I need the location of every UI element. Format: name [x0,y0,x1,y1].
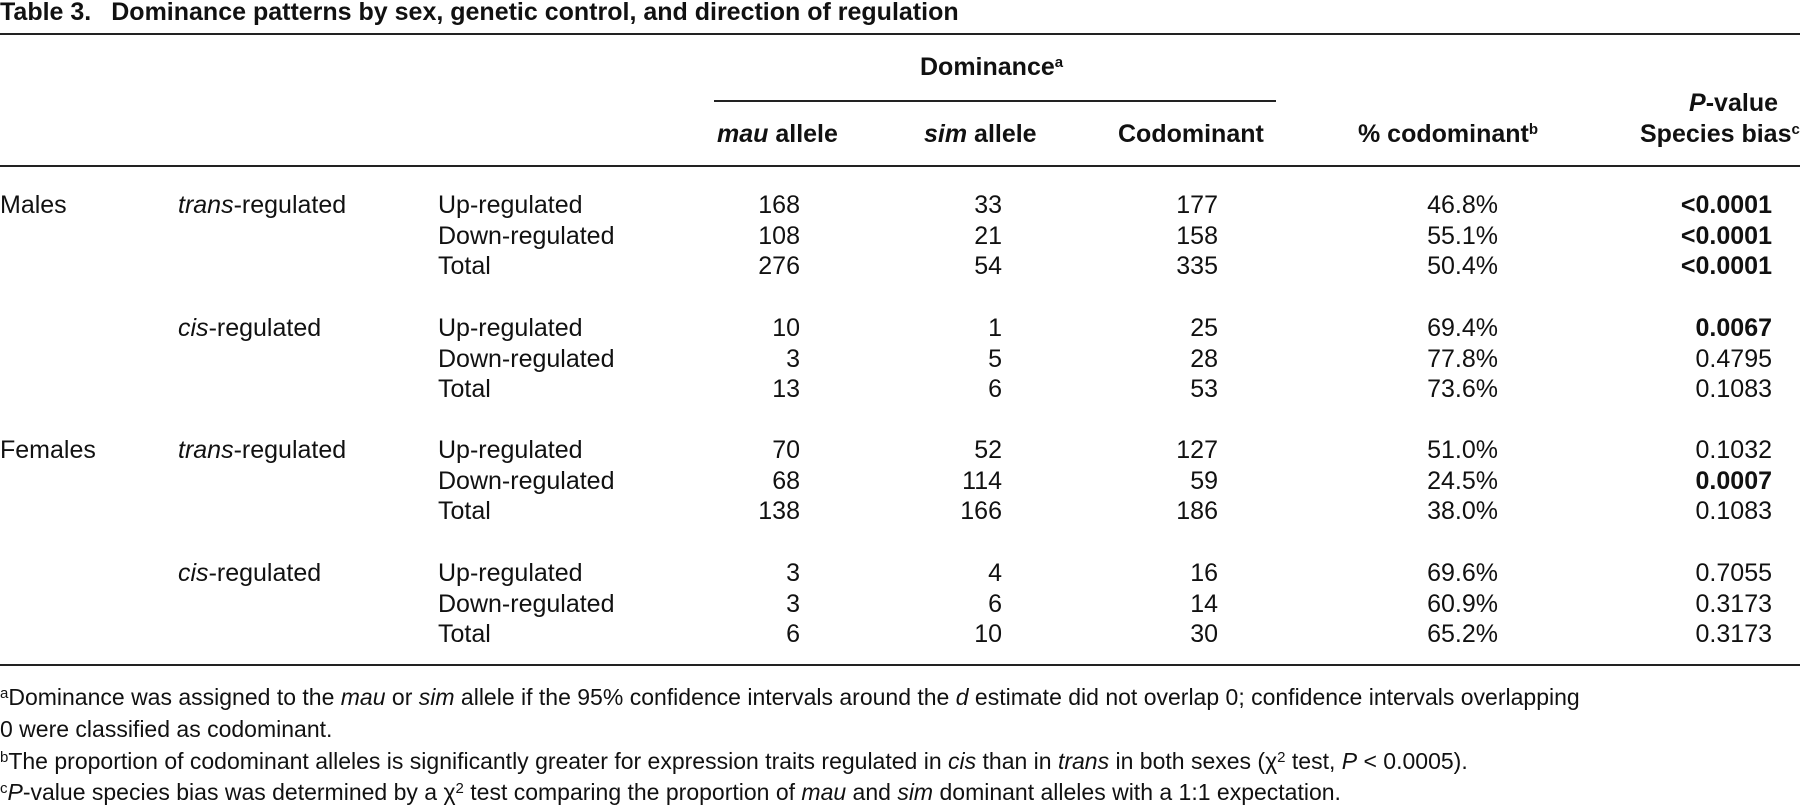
codominant-count: 59 [1190,466,1218,495]
sex-label: Males [0,191,67,219]
mau-count: 138 [758,497,800,525]
codominant-count: 177 [1176,191,1218,219]
control-label: cis-regulated [178,314,322,342]
direction-label: Up-regulated [438,314,583,342]
mau-count: 3 [786,589,800,618]
footnote-a: $^a$Dominance was assigned to the mau or sim allele if the 95% confidence intervals around the d estimate did not overlap 0; confidence intervals overlapping [0,684,1580,710]
mau-count: 3 [786,559,800,587]
codominant-count: 25 [1190,314,1218,342]
pct-codominant-header: % codominant$^b$ [1358,120,1539,148]
mau-count: 10 [772,314,800,342]
codominant-count: 335 [1176,252,1218,280]
direction-label: Total [438,620,491,648]
mau-count: 68 [772,466,800,495]
control-label: trans-regulated [178,191,347,219]
sim-count: 6 [988,589,1002,618]
mau-count: 3 [786,344,800,373]
mau-count: 108 [758,221,800,250]
direction-label: Total [438,497,491,525]
pct-codominant-value: 69.6% [1427,559,1498,587]
pct-codominant-value: 60.9% [1427,589,1498,618]
mau-allele-header: mau allele [717,120,838,148]
dominance-header: Dominance$^a$ [920,53,1064,81]
pct-codominant-value: 50.4% [1427,252,1498,280]
pvalue: 0.7055 [1695,559,1772,587]
mau-count: 168 [758,191,800,219]
pvalue: 0.4795 [1695,344,1772,373]
pct-codominant-value: 24.5% [1427,466,1498,495]
codominant-count: 30 [1190,620,1218,648]
pct-codominant-value: 38.0% [1427,497,1498,525]
pvalue: 0.1083 [1695,497,1772,525]
pvalue: <0.0001 [1680,191,1772,219]
codominant-count: 28 [1190,344,1218,373]
header-rule [0,165,1800,167]
direction-label: Down-regulated [438,589,615,618]
bottom-rule [0,664,1800,666]
pct-codominant-value: 51.0% [1427,436,1498,464]
table-number: Table 3. [0,0,92,26]
pvalue: 0.3173 [1695,589,1772,618]
pvalue: 0.1083 [1695,375,1772,403]
pvalue: 0.3173 [1695,620,1772,648]
sim-count: 33 [974,191,1002,219]
direction-label: Total [438,375,491,403]
codominant-count: 16 [1190,559,1218,587]
pct-codominant-value: 69.4% [1427,314,1498,342]
footnote-a-cont: 0 were classified as codominant. [0,716,333,742]
species-bias-header: Species bias$^c$ [1640,120,1800,148]
direction-label: Up-regulated [438,191,583,219]
pvalue: <0.0001 [1680,221,1772,250]
sim-allele-header: sim allele [924,120,1037,148]
codominant-count: 127 [1176,436,1218,464]
direction-label: Down-regulated [438,466,615,495]
pvalue-header: P-value [1689,89,1778,117]
sim-count: 114 [962,466,1002,495]
codominant-count: 186 [1176,497,1218,525]
pct-codominant-value: 77.8% [1427,344,1498,373]
sim-count: 54 [974,252,1002,280]
control-label: trans-regulated [178,436,347,464]
sim-count: 5 [988,344,1002,373]
table-title [0,0,959,28]
footnote-c: $^c$P-value species bias was determined by a $\chi^2$ test comparing the proportion of mau and sim dominant alleles with a 1:1 expectation. [0,779,1341,805]
sim-count: 21 [974,221,1002,250]
sim-count: 166 [960,497,1002,525]
dominance-span-rule [714,100,1276,102]
control-label: cis-regulated [178,559,322,587]
codominant-count: 158 [1176,221,1218,250]
mau-count: 13 [772,375,800,403]
direction-label: Up-regulated [438,436,583,464]
pct-codominant-value: 73.6% [1427,375,1498,403]
codominant-header: Codominant [1118,120,1264,148]
pvalue: 0.1032 [1695,436,1772,464]
footnote-b: $^b$The proportion of codominant alleles is significantly greater for expression traits regulated in cis than in trans in both sexes ($\chi^2$ test, P < 0.0005). [0,748,1468,774]
pvalue: 0.0067 [1695,314,1772,342]
sim-count: 6 [988,375,1002,403]
table-caption: Dominance patterns by sex, genetic control, and direction of regulation [111,0,959,26]
direction-label: Down-regulated [438,344,615,373]
direction-label: Down-regulated [438,221,615,250]
pct-codominant-value: 46.8% [1427,191,1498,219]
sex-label: Females [0,436,96,464]
mau-count: 276 [758,252,800,280]
top-rule [0,33,1800,35]
sim-count: 10 [974,620,1002,648]
mau-count: 6 [786,620,800,648]
mau-count: 70 [772,436,800,464]
codominant-count: 53 [1190,375,1218,403]
pct-codominant-value: 65.2% [1427,620,1498,648]
direction-label: Total [438,252,491,280]
sim-count: 4 [988,559,1002,587]
pvalue: <0.0001 [1680,252,1772,280]
codominant-count: 14 [1190,589,1218,618]
pct-codominant-value: 55.1% [1427,221,1498,250]
pvalue: 0.0007 [1695,466,1772,495]
sim-count: 52 [974,436,1002,464]
direction-label: Up-regulated [438,559,583,587]
sim-count: 1 [988,314,1002,342]
